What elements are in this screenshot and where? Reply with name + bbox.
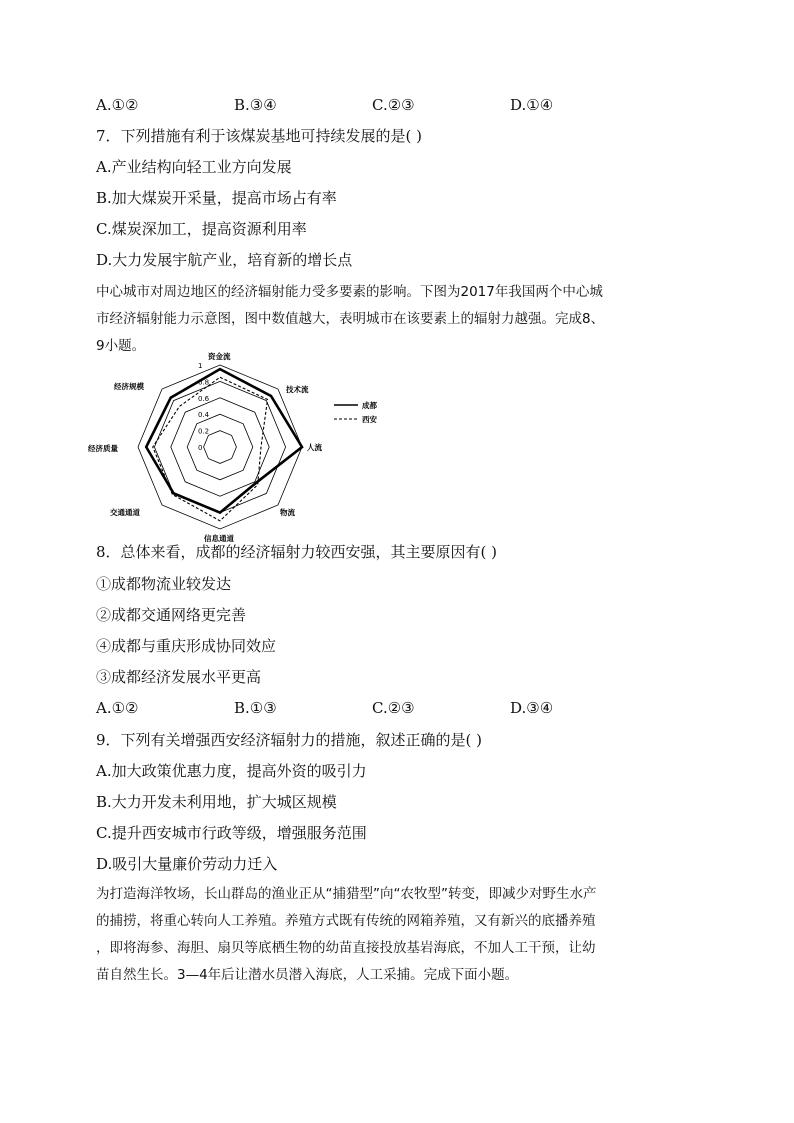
q8-option-b: B.①③ [234,699,277,717]
legend-label-1: 西安 [362,415,377,424]
q6-option-a: A.①② [96,96,139,114]
tick-label: 0.6 [198,394,210,403]
tick-label: 1 [198,362,203,370]
axis-label: 人流 [307,443,322,452]
axis-label: 资金流 [208,352,231,361]
axis-label: 交通通道 [110,507,141,517]
passage-1-line: 市经济辐射能力示意图，图中数值越大，表明城市在该要素上的辐射力越强。完成8、 [96,311,605,327]
q8-item-1: ①成都物流业较发达 [96,575,232,593]
passage-1-line: 9小题。 [96,338,146,354]
tick-label: 0.2 [198,427,210,436]
q9-stem: 9．下列有关增强西安经济辐射力的措施，叙述正确的是( ) [96,731,483,749]
q9-option-d: D.吸引大量廉价劳动力迁入 [96,855,278,873]
q8-option-a: A.①② [96,699,139,717]
tick-label: 0.8 [198,378,210,387]
grid-ring [171,398,269,496]
passage-1-line: 中心城市对周边地区的经济辐射能力受多要素的影响。下图为2017年我国两个中心城 [96,284,603,300]
q6-option-c: C.②③ [372,96,415,114]
tick-label: 0.4 [198,411,210,420]
q6-option-d: D.①④ [510,96,554,114]
q9-option-c: C.提升西安城市行政等级，增强服务范围 [96,824,367,842]
q8-item-3: ④成都与重庆形成协同效应 [96,637,277,655]
q6-option-b: B.③④ [234,96,277,114]
q9-option-a: A.加大政策优惠力度，提高外资的吸引力 [96,762,367,780]
q8-item-2: ②成都交通网络更完善 [96,606,247,624]
q8-stem: 8．总体来看，成都的经济辐射力较西安强，其主要原因有( ) [96,543,498,561]
passage-2-line: 的捕捞，将重心转向人工养殖。养殖方式既有传统的网箱养殖，又有新兴的底播养殖 [96,913,596,929]
passage-2-line: 苗自然生长。3—4年后让潜水员潜入海底，人工采捕。完成下面小题。 [96,967,519,983]
q6-options [96,96,696,118]
legend-label-0: 成都 [362,401,377,410]
passage-2 [96,881,702,989]
axis-label: 经济规模 [114,382,145,392]
q8-options [96,699,696,721]
q7-stem: 7．下列措施有利于该煤炭基地可持续发展的是( ) [96,127,423,145]
passage-1 [96,279,702,360]
axis-label: 物流 [279,507,295,517]
q8-option-d: D.③④ [510,699,554,717]
q7-option-d: D.大力发展宇航产业，培育新的增长点 [96,251,353,269]
q8-item-4: ③成都经济发展水平更高 [96,668,262,686]
q8-option-c: C.②③ [372,699,415,717]
q7-option-b: B.加大煤炭开采量，提高市场占有率 [96,189,337,207]
passage-2-line: 为打造海洋牧场，长山群岛的渔业正从“捕猎型”向“农牧型”转变，即减少对野生水产 [96,886,597,902]
axis-label: 信息通道 [204,534,234,543]
radar-chart [88,352,396,543]
axis-label: 技术流 [285,385,309,395]
passage-2-line: ，即将海参、海胆、扇贝等底栖生物的幼苗直接投放基岩海底，不加人工干预，让幼 [96,940,596,956]
q9-option-b: B.大力开发未利用地，扩大城区规模 [96,793,337,811]
grid-ring [138,365,302,529]
q7-option-c: C.煤炭深加工，提高资源利用率 [96,220,307,238]
radar-chart-svg [88,352,396,543]
axis-label: 经济质量 [88,444,118,453]
tick-label: 0 [198,444,203,452]
q7-option-a: A.产业结构向轻工业方向发展 [96,158,292,176]
